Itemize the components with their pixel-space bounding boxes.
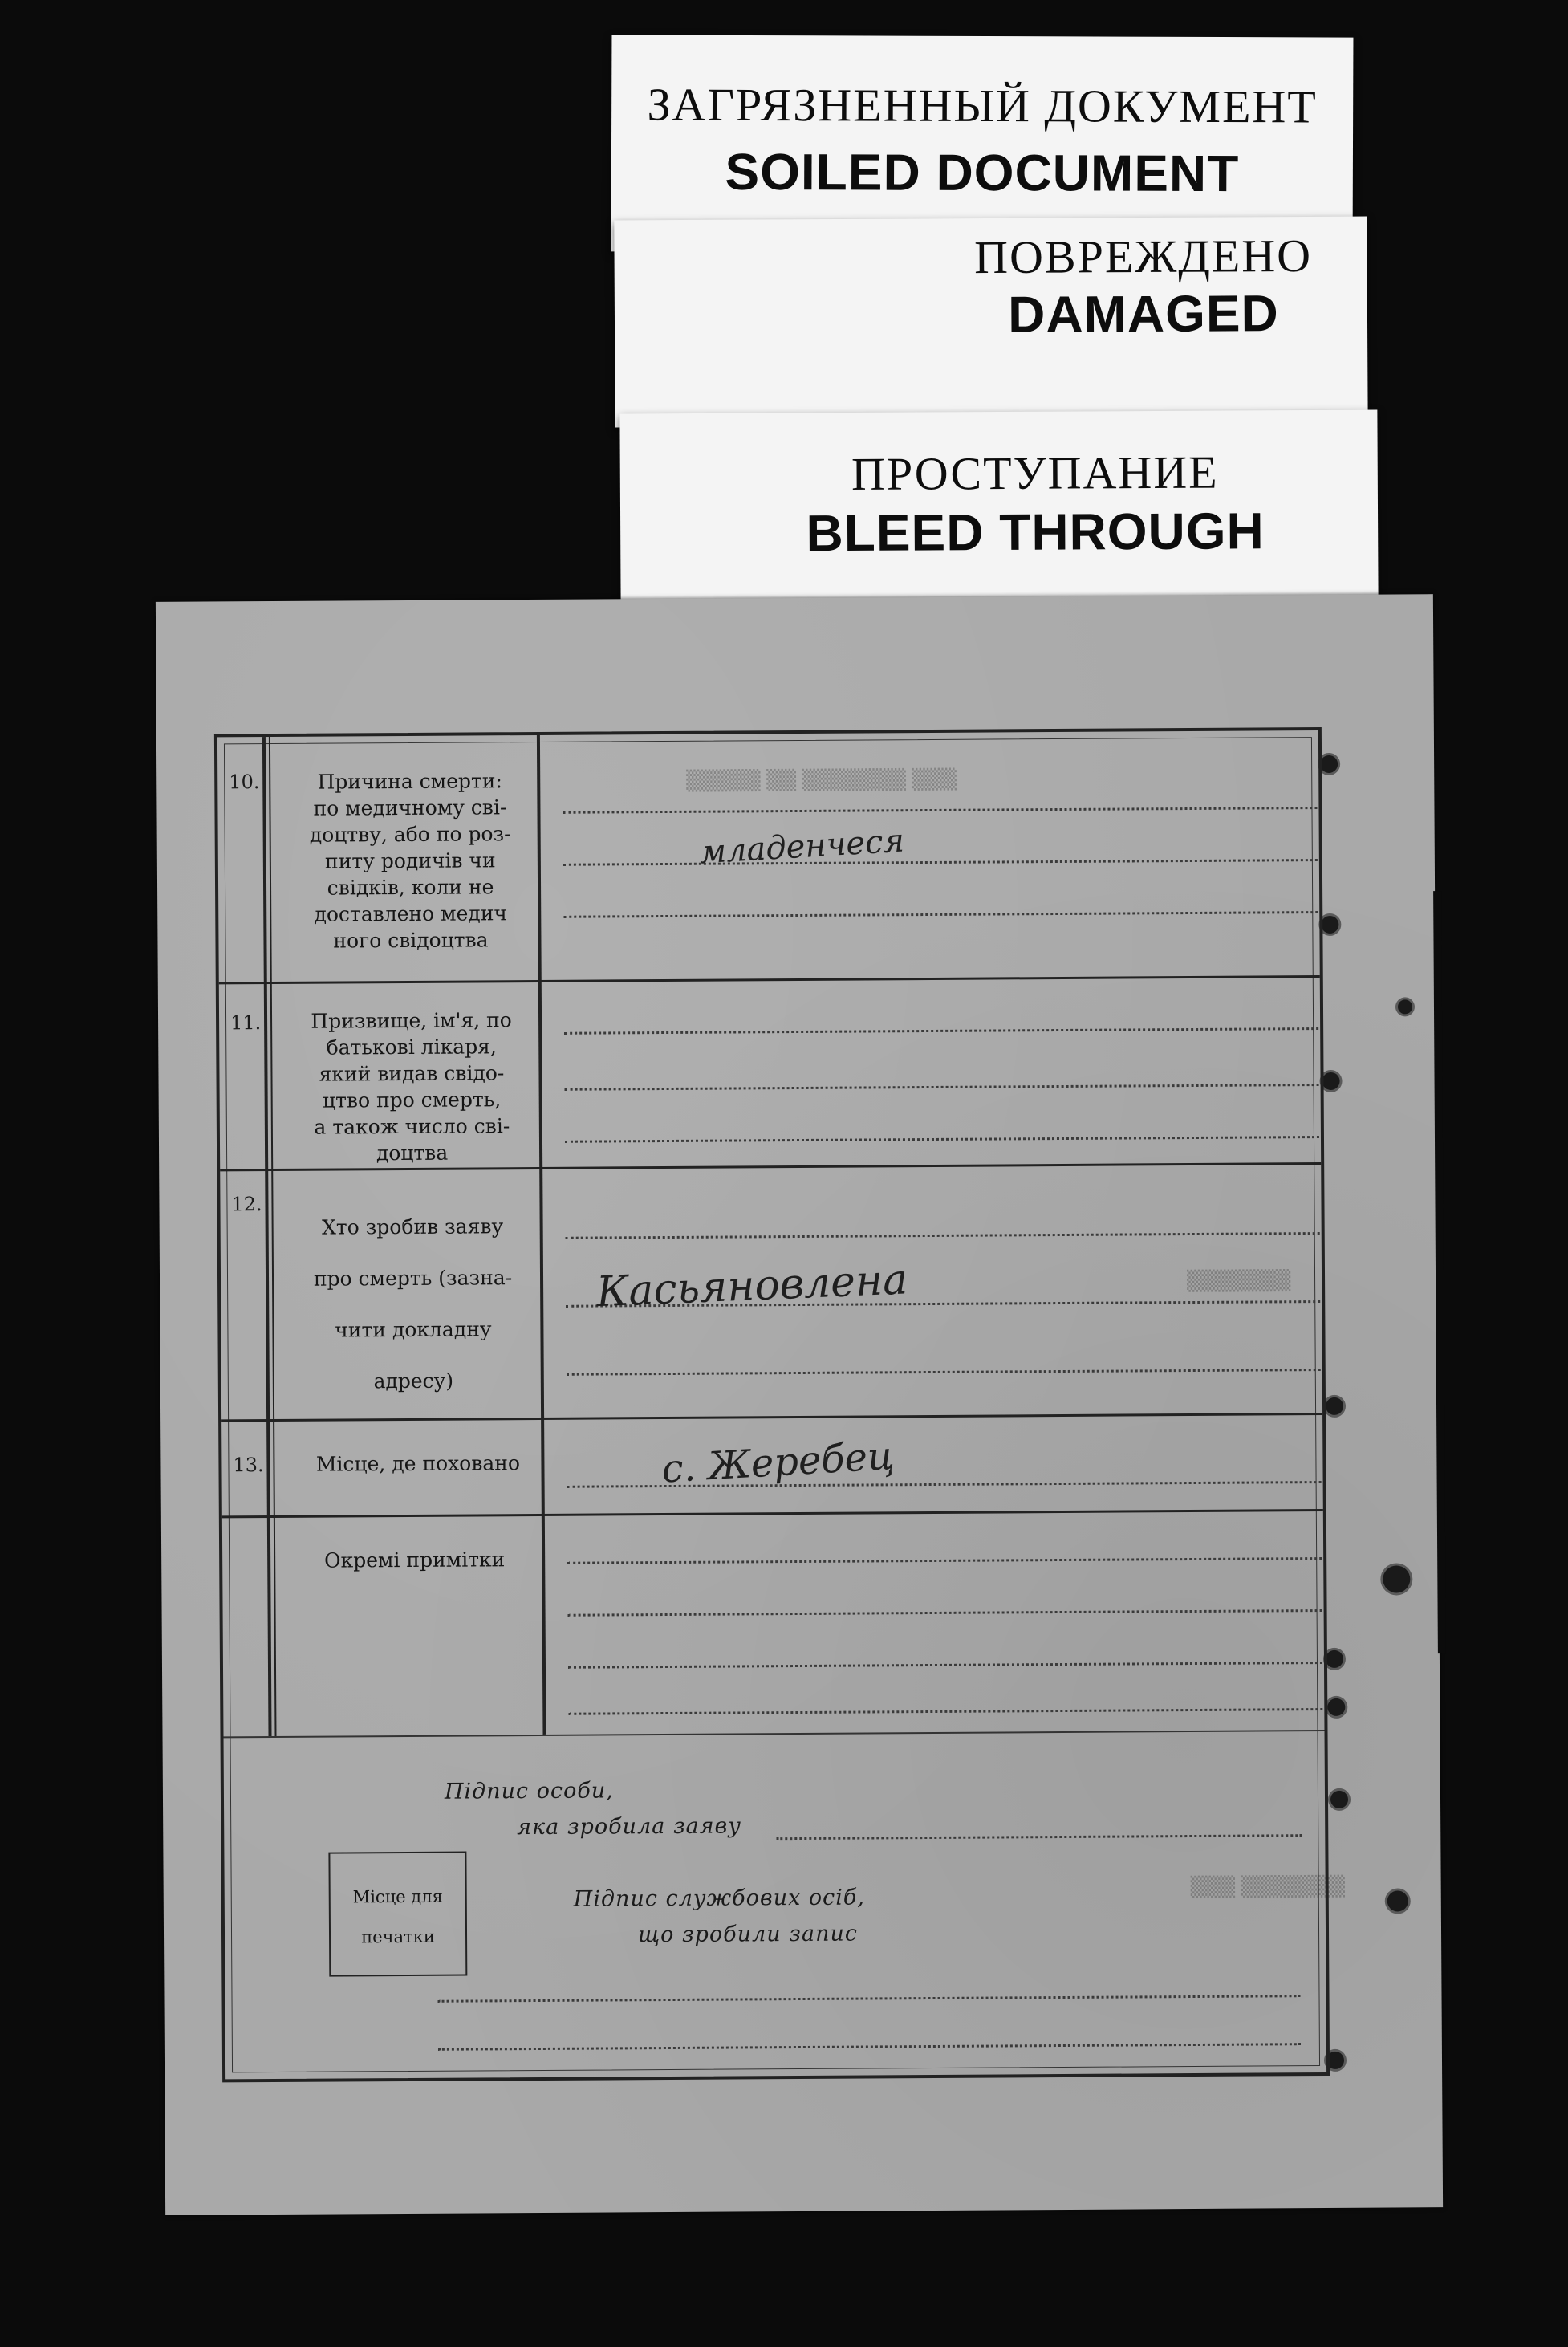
bleed-through-ghost: ▒▒▒▒▒ ▒▒ ▒▒▒▒▒▒▒ ▒▒▒ bbox=[686, 767, 957, 792]
label-line: який видав свідо- bbox=[319, 1061, 505, 1086]
label-line: чити докладну bbox=[335, 1317, 492, 1342]
label-line: Місце, де поховано bbox=[315, 1451, 521, 1476]
signature-officials-label-1: Підпис службових осіб, bbox=[573, 1885, 866, 1912]
label-line: Хто зробив заяву bbox=[321, 1214, 504, 1239]
binding-hole bbox=[1326, 1650, 1343, 1668]
damaged-card-russian-text: ПОВРЕЖДЕНО bbox=[973, 229, 1313, 284]
binding-hole bbox=[1320, 755, 1338, 773]
death-record-sheet bbox=[156, 594, 1443, 2215]
label-line: Окремі примітки bbox=[323, 1548, 506, 1572]
binding-hole bbox=[1383, 1565, 1410, 1592]
label-line: Причина смерти: bbox=[317, 769, 503, 794]
handwritten-cause-of-death: младенчеся bbox=[698, 822, 906, 872]
field-label-notes bbox=[296, 1546, 533, 1574]
field-label-informant bbox=[294, 1201, 532, 1408]
label-line: доцтву, або по роз- bbox=[309, 822, 511, 847]
row-number: 12. bbox=[231, 1193, 262, 1216]
row-number: 11. bbox=[230, 1011, 262, 1035]
row-number: 13. bbox=[233, 1454, 264, 1477]
form-table bbox=[214, 727, 1330, 2082]
field-label-cause-of-death bbox=[291, 767, 529, 954]
bleed-through-card bbox=[619, 410, 1378, 605]
stamp-label-1: Місце для bbox=[352, 1886, 443, 1907]
binding-hole bbox=[1387, 1890, 1408, 1911]
stamp-placeholder bbox=[328, 1852, 467, 1977]
binding-hole bbox=[1327, 1698, 1345, 1716]
label-line: по медичному сві- bbox=[313, 795, 507, 820]
label-line: доцтва bbox=[376, 1141, 449, 1165]
field-label-doctor-name bbox=[293, 1007, 530, 1167]
handwritten-burial-place: с. Жеребец bbox=[660, 1433, 896, 1492]
label-line: ного свідоцтва bbox=[333, 928, 489, 953]
field-label-burial-place bbox=[295, 1450, 540, 1478]
label-line: про смерть (зазна- bbox=[313, 1266, 513, 1291]
label-line: батькові лікаря, bbox=[326, 1035, 497, 1060]
label-line: а також число сві- bbox=[314, 1114, 510, 1139]
damaged-card bbox=[614, 217, 1367, 428]
torn-edge bbox=[1433, 891, 1446, 1653]
label-line: адресу) bbox=[373, 1369, 454, 1393]
label-line: цтво про смерть, bbox=[322, 1088, 502, 1112]
binding-hole bbox=[1321, 916, 1338, 934]
row-number: 10. bbox=[229, 771, 260, 794]
label-line: доставлено медич bbox=[314, 901, 508, 926]
bleed-card-russian-text: ПРОСТУПАНИЕ bbox=[851, 445, 1219, 500]
signature-applicant-label-2: яка зробила заяву bbox=[517, 1813, 742, 1841]
binding-hole bbox=[1322, 1072, 1339, 1090]
bleed-through-ghost: ▒▒▒▒▒▒▒ bbox=[1186, 1269, 1291, 1293]
soiled-card-russian-text: ЗАГРЯЗНЕННЫЙ ДОКУМЕНТ bbox=[647, 78, 1318, 133]
binding-hole bbox=[1326, 1397, 1343, 1415]
stamp-label-2: печатки bbox=[361, 1926, 435, 1947]
binding-hole bbox=[1398, 999, 1412, 1014]
label-line: питу родичів чи bbox=[324, 848, 496, 873]
label-line: свідків, коли не bbox=[327, 875, 494, 900]
handwritten-informant: Касьяновлена bbox=[595, 1255, 909, 1317]
soiled-card-english-text: SOILED DOCUMENT bbox=[725, 142, 1240, 203]
signature-applicant-label-1: Підпис особи, bbox=[444, 1778, 614, 1804]
bleed-through-ghost: ▒▒▒ ▒▒▒▒▒▒▒ bbox=[1190, 1874, 1345, 1899]
bleed-card-english-text: BLEED THROUGH bbox=[806, 502, 1265, 563]
binding-hole bbox=[1330, 1791, 1348, 1808]
label-line: Призвище, ім'я, по bbox=[311, 1008, 512, 1033]
damaged-card-english-text: DAMAGED bbox=[1007, 284, 1279, 344]
signature-officials-label-2: що зробили запис bbox=[637, 1921, 859, 1948]
